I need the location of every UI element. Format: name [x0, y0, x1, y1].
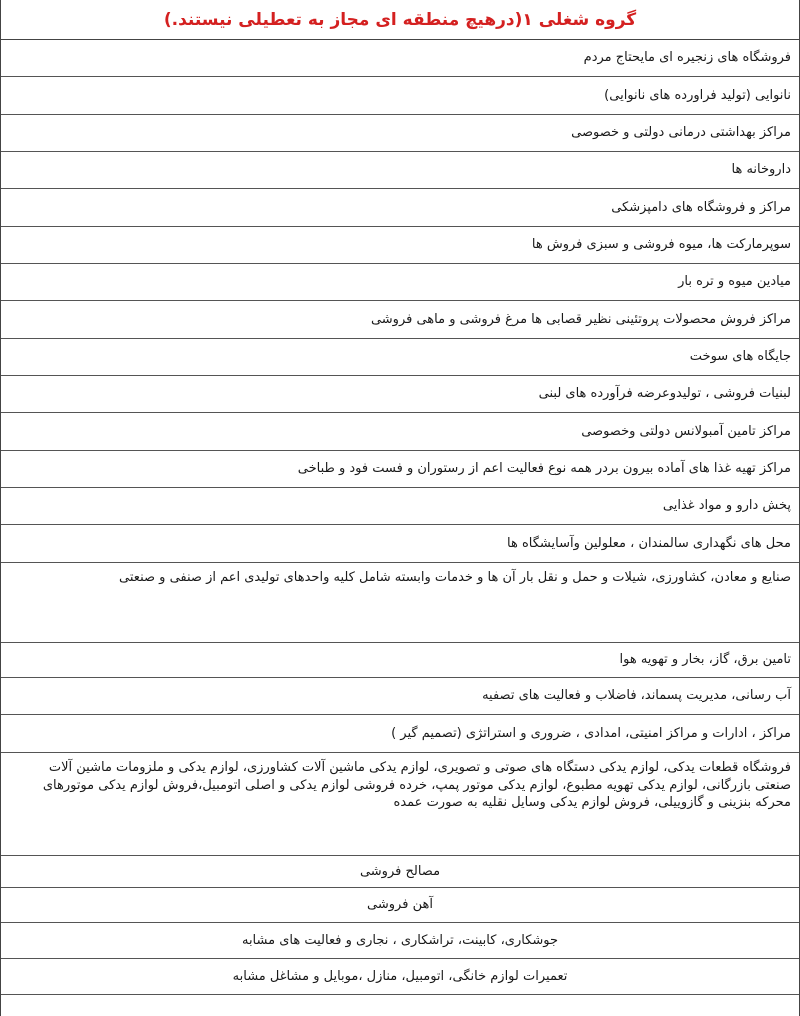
list-item: فروشگاه قطعات یدکی، لوازم یدکی دستگاه های صوتی و تصویری، لوازم یدکی ماشین آلات کشاورزی، لوازم یدکی و ملزومات ماشین آلات صنعتی بازرگانی، لوازم یدکی تهویه مطبوع، لوازم یدکی موتور پمپ، خرده فروشی لوازم یدکی و اصلی اتومبیل،فروش لوازم یدکی موتورهای محرکه بنزینی و گازوییلی، فروش لوازم یدکی وسایل نقلیه به صورت عمده: [1, 753, 799, 856]
list-item: مصالح فروشی: [1, 856, 799, 888]
list-item: تعمیرات لوازم خانگی، اتومبیل، منازل ،موبایل و مشاغل مشابه: [1, 959, 799, 995]
list-item: لبنیات فروشی ، تولیدوعرضه فرآورده های لبنی: [1, 376, 799, 413]
list-item: مراکز فروش محصولات پروتئینی نظیر قصابی ها مرغ فروشی و ماهی فروشی: [1, 301, 799, 339]
list-item: صنایع و معادن، کشاورزی، شیلات و حمل و نقل بار آن ها و خدمات وابسته شامل کلیه واحدهای تولیدی اعم از صنفی و صنعتی: [1, 563, 799, 643]
list-item: محل های نگهداری سالمندان ، معلولین وآسایشگاه ها: [1, 525, 799, 563]
list-item: آهن فروشی: [1, 888, 799, 923]
title-text: گروه شغلی ۱(درهیچ منطقه ای مجاز به تعطیلی نیستند.): [163, 9, 637, 30]
list-item: پخش دارو و مواد غذایی: [1, 488, 799, 525]
list-item: مراکز بهداشتی درمانی دولتی و خصوصی: [1, 115, 799, 152]
list-item: فروشگاه های زنجیره ای مایحتاج مردم: [1, 40, 799, 77]
list-item: مراکز و فروشگاه های دامپزشکی: [1, 189, 799, 227]
list-item: نانوایی (تولید فراورده های نانوایی): [1, 77, 799, 115]
list-item: جایگاه های سوخت: [1, 339, 799, 376]
page-title: [1, 0, 799, 40]
list-item: مراکز ، ادارات و مراکز امنیتی، امدادی ، ضروری و استراتژی (تصمیم گیر ): [1, 715, 799, 753]
list-item: داروخانه ها: [1, 152, 799, 189]
list-item: آب رسانی، مدیریت پسماند، فاضلاب و فعالیت های تصفیه: [1, 678, 799, 715]
list-item: مراکز تامین آمبولانس دولتی وخصوصی: [1, 413, 799, 451]
list-item: میادین میوه و تره بار: [1, 264, 799, 301]
list-item: جوشکاری، کابینت، تراشکاری ، نجاری و فعالیت های مشابه: [1, 923, 799, 959]
list-item: سوپرمارکت ها، میوه فروشی و سبزی فروش ها: [1, 227, 799, 264]
list-item: تامین برق، گاز، بخار و تهویه هوا: [1, 643, 799, 678]
list-item: مراکز تهیه غذا های آماده بیرون بردر همه نوع فعالیت اعم از رستوران و فست فود و طباخی: [1, 451, 799, 488]
